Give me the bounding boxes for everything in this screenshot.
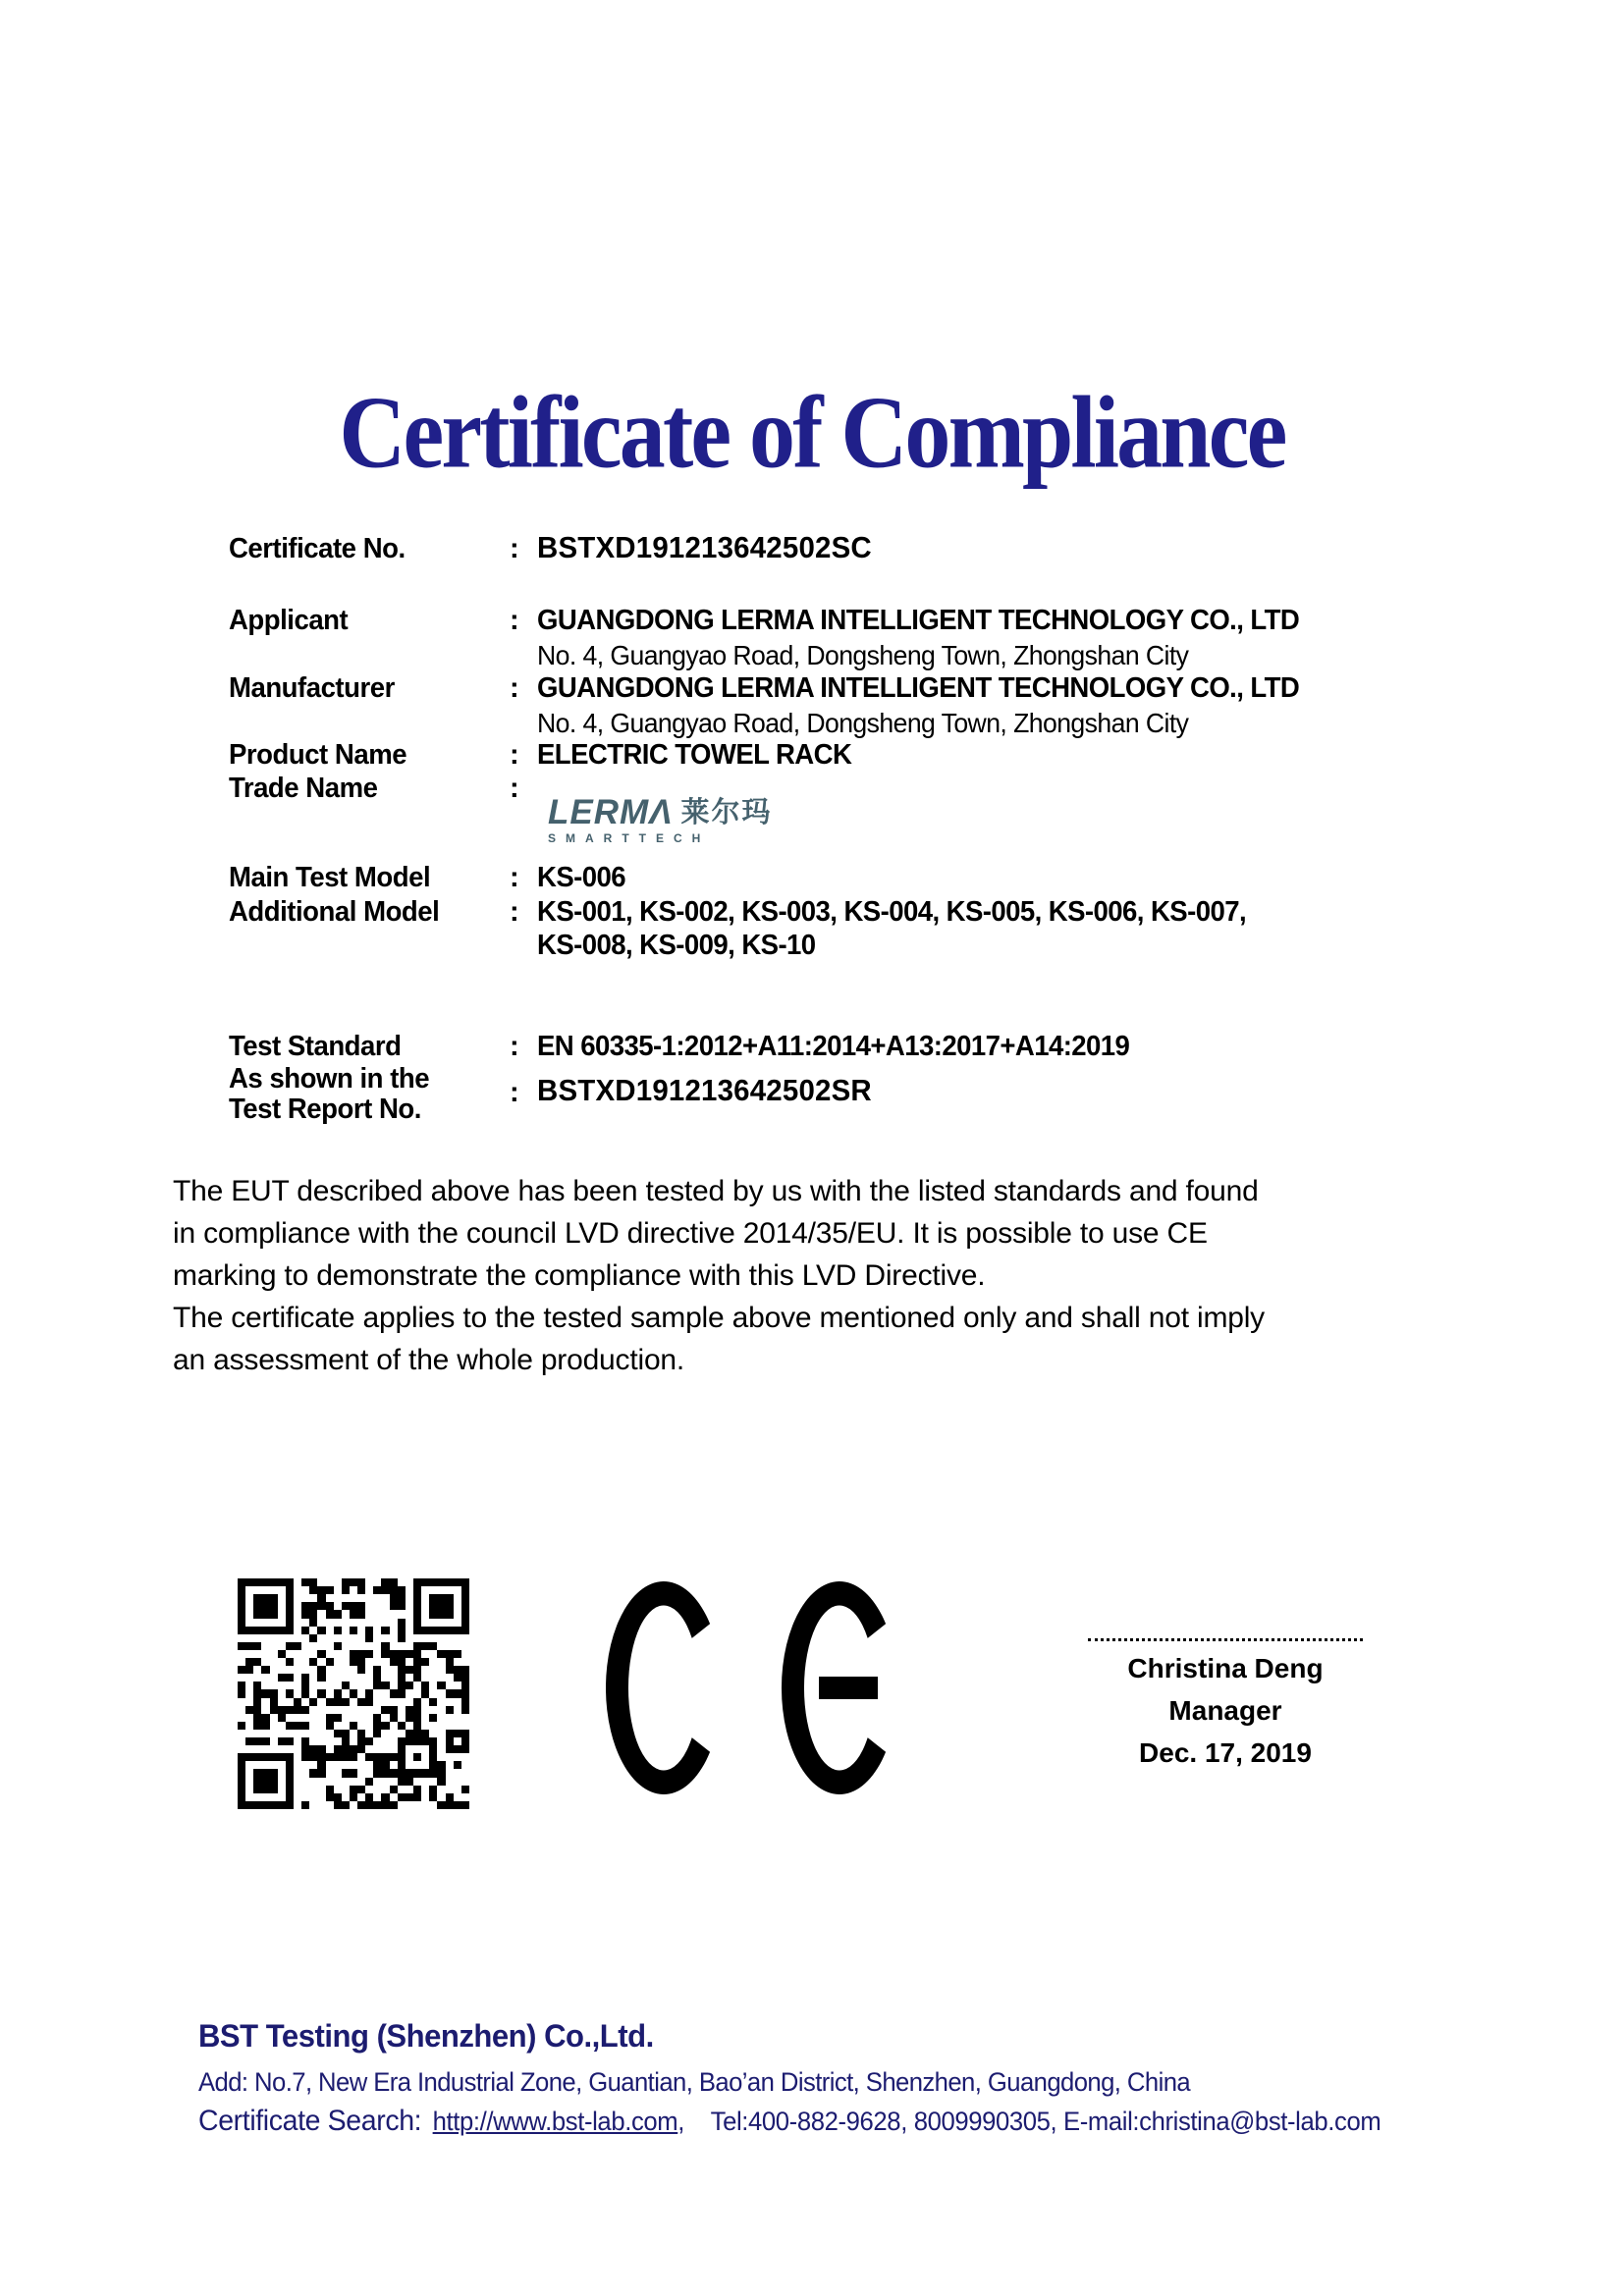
field-label-applicant: Applicant	[229, 605, 349, 636]
field-label-trade-name: Trade Name	[229, 773, 378, 804]
field-label-as-shown-in-the: As shown in the	[229, 1063, 430, 1095]
field-value-additional-model-line1: KS-001, KS-002, KS-003, KS-004, KS-005, KS-006, KS-007,	[537, 896, 1247, 928]
colon: :	[510, 739, 519, 771]
field-label-certificate-no: Certificate No.	[229, 533, 406, 564]
lerma-logo	[548, 793, 773, 845]
lab-contacts: Tel:400-882-9628, 8009990305, E-mail:christina@bst-lab.com	[710, 2107, 1381, 2136]
compliance-statement	[173, 1170, 1265, 1381]
field-value-applicant-address: No. 4, Guangyao Road, Dongsheng Town, Zhongshan City	[537, 640, 1189, 670]
body-text-line: an assessment of the whole production.	[173, 1344, 685, 1376]
field-value-product-name: ELECTRIC TOWEL RACK	[537, 739, 852, 771]
logo-chinese-text: 莱尔玛	[680, 797, 773, 828]
field-value-main-test-model: KS-006	[537, 862, 625, 893]
colon: :	[510, 896, 519, 928]
qr-code	[238, 1578, 469, 1809]
colon: :	[510, 773, 519, 804]
field-label-test-standard: Test Standard	[229, 1031, 402, 1062]
body-text-line: The EUT described above has been tested by us with the listed standards and found	[173, 1175, 1259, 1207]
signer-name: Christina Deng	[1127, 1653, 1324, 1683]
lab-company-name: BST Testing (Shenzhen) Co.,Ltd.	[198, 2018, 654, 2054]
signature-line	[1088, 1638, 1363, 1641]
logo-wordmark: LERMΛ	[548, 793, 674, 831]
field-value-applicant-company: GUANGDONG LERMA INTELLIGENT TECHNOLOGY CO., LTD	[537, 605, 1300, 636]
colon: :	[510, 533, 519, 564]
body-text-line: marking to demonstrate the compliance with this LVD Directive.	[173, 1259, 986, 1292]
colon: :	[510, 1031, 519, 1062]
field-value-test-report-no: BSTXD191213642502SR	[537, 1073, 872, 1107]
field-value-manufacturer-company: GUANGDONG LERMA INTELLIGENT TECHNOLOGY CO., LTD	[537, 672, 1300, 704]
page-title: Certificate of Compliance	[339, 374, 1285, 490]
signer-role: Manager	[1168, 1695, 1282, 1726]
certificate-search-url-link[interactable]: http://www.bst-lab.com	[432, 2107, 678, 2136]
signature-date: Dec. 17, 2019	[1139, 1737, 1312, 1768]
lab-address: Add: No.7, New Era Industrial Zone, Guantian, Bao’an District, Shenzhen, Guangdong, China	[198, 2067, 1191, 2097]
field-label-additional-model: Additional Model	[229, 896, 440, 928]
field-label-test-report-no: Test Report No.	[229, 1094, 421, 1125]
field-value-certificate-no: BSTXD191213642502SC	[537, 530, 872, 564]
colon: :	[510, 605, 519, 636]
signature-block	[1088, 1638, 1363, 1774]
certificate-search-label: Certificate Search:	[198, 2105, 422, 2137]
field-value-manufacturer-address: No. 4, Guangyao Road, Dongsheng Town, Zhongshan City	[537, 708, 1189, 738]
field-label-manufacturer: Manufacturer	[229, 672, 395, 704]
certificate-search-line	[198, 2105, 1380, 2138]
field-label-product-name: Product Name	[229, 739, 407, 771]
colon: :	[510, 672, 519, 704]
field-value-test-standard: EN 60335-1:2012+A11:2014+A13:2017+A14:2019	[537, 1031, 1130, 1062]
ce-mark-icon	[606, 1581, 900, 1794]
field-value-additional-model-line2: KS-008, KS-009, KS-10	[537, 930, 816, 961]
logo-tagline: SMARTTECH	[548, 831, 711, 845]
body-text-line: The certificate applies to the tested sample above mentioned only and shall not imply	[173, 1302, 1265, 1334]
url-suffix-comma: ,	[677, 2107, 685, 2136]
colon: :	[510, 1077, 519, 1108]
field-label-main-test-model: Main Test Model	[229, 862, 431, 893]
colon: :	[510, 862, 519, 893]
body-text-line: in compliance with the council LVD directive 2014/35/EU. It is possible to use CE	[173, 1217, 1208, 1250]
